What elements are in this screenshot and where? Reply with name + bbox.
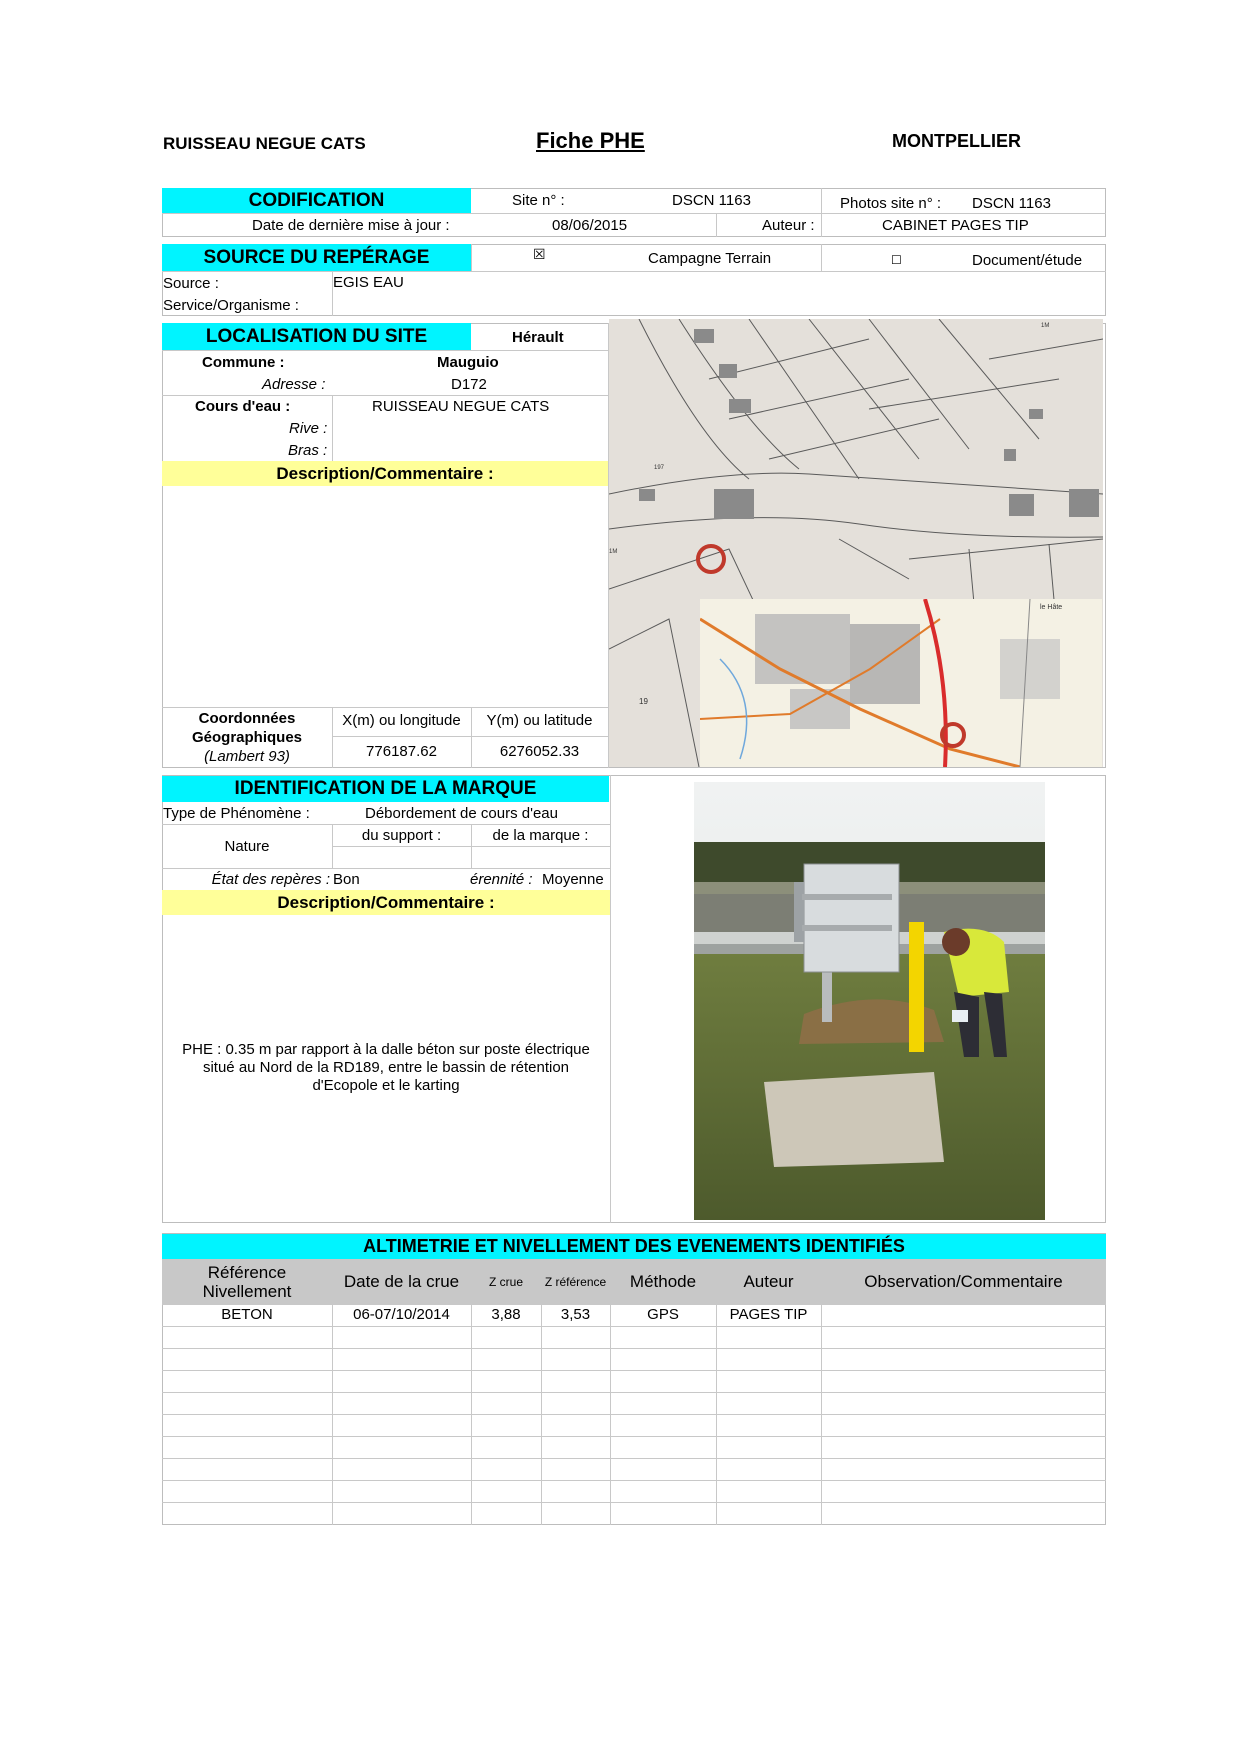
topo-inset-map: [700, 599, 1102, 767]
service-label: Service/Organisme :: [163, 297, 299, 314]
adresse-value: D172: [451, 376, 487, 393]
site-label: Site n° :: [512, 192, 565, 209]
map-parcel-label-4: 1M: [609, 549, 618, 555]
cours-eau-label: Cours d'eau :: [195, 398, 291, 415]
localisation-desc-title: Description/Commentaire :: [162, 461, 608, 486]
auteur-value: CABINET PAGES TIP: [882, 217, 1029, 234]
adresse-label: Adresse :: [262, 376, 326, 393]
col-header-reference: Référence Nivellement: [202, 1263, 292, 1301]
map-parcel-label-2: 1M: [1041, 323, 1050, 329]
photos-value: DSCN 1163: [972, 195, 1051, 212]
source-value: EGIS EAU: [333, 274, 404, 291]
etat-reperes-value: Bon: [333, 871, 360, 888]
identification-desc-title: Description/Commentaire :: [162, 890, 610, 915]
col-header-auteur: Auteur: [743, 1272, 794, 1291]
cell-reference: BETON: [221, 1306, 273, 1323]
document-etude-label: Document/étude: [972, 252, 1083, 269]
date-value: 08/06/2015: [552, 217, 628, 234]
cell-z-reference: 3,53: [560, 1306, 591, 1323]
cell-auteur: PAGES TIP: [729, 1306, 808, 1323]
campagne-checkbox[interactable]: ☒: [533, 246, 546, 262]
header-left: RUISSEAU NEGUE CATS: [163, 134, 366, 153]
map-parcel-label-1: 19: [639, 697, 648, 706]
type-phenomene-label: Type de Phénomène :: [163, 805, 310, 822]
codification-title: CODIFICATION: [162, 188, 471, 213]
col-header-observation: Observation/Commentaire: [864, 1272, 1063, 1291]
rive-label: Rive :: [289, 420, 328, 437]
type-phenomene-value: Débordement de cours d'eau: [365, 805, 558, 822]
coord-label-3: (Lambert 93): [204, 748, 290, 765]
source-label: Source :: [163, 275, 219, 292]
commune-value: Mauguio: [437, 354, 499, 371]
site-photo: [694, 782, 1045, 1220]
y-label: Y(m) ou latitude: [486, 712, 593, 729]
localisation-title: LOCALISATION DU SITE: [162, 323, 471, 350]
identification-comment: PHE : 0.35 m par rapport à la dalle béton sur poste électrique situé au Nord de la RD189, entre le bassin de rétention d'Ecopole et le karting: [182, 1041, 590, 1094]
nature-label: Nature: [224, 838, 270, 855]
perennite-value: Moyenne: [542, 871, 604, 888]
support-label: du support :: [361, 827, 442, 844]
auteur-label: Auteur :: [762, 217, 815, 234]
coord-label-2: Géographiques: [191, 729, 303, 746]
site-value: DSCN 1163: [672, 192, 751, 209]
cell-methode: GPS: [647, 1306, 679, 1323]
col-header-date: Date de la crue: [343, 1272, 460, 1291]
y-value: 6276052.33: [499, 743, 580, 760]
marque-label: de la marque :: [492, 827, 589, 844]
perennite-label: érennité :: [470, 871, 533, 888]
bras-label: Bras :: [288, 442, 328, 459]
coord-label-1: Coordonnées: [198, 710, 296, 727]
document-checkbox[interactable]: ☐: [891, 253, 902, 267]
map-town-label: le Hâte: [1040, 604, 1063, 611]
cell-z-crue: 3,88: [491, 1306, 521, 1323]
col-header-methode: Méthode: [629, 1272, 697, 1291]
identification-title: IDENTIFICATION DE LA MARQUE: [162, 776, 609, 802]
date-label: Date de dernière mise à jour :: [252, 217, 450, 234]
x-value: 776187.62: [366, 743, 437, 760]
map-parcel-label-3: 197: [654, 465, 665, 471]
campagne-terrain-label: Campagne Terrain: [648, 250, 772, 267]
col-header-z-crue: Z crue: [488, 1275, 523, 1289]
commune-label: Commune :: [202, 354, 285, 371]
cell-date: 06-07/10/2014: [353, 1306, 450, 1323]
header-right: MONTPELLIER: [892, 131, 1021, 151]
col-header-z-reference: Z référence: [544, 1275, 607, 1289]
photos-label: Photos site n° :: [840, 195, 942, 212]
source-title: SOURCE DU REPÉRAGE: [162, 244, 471, 271]
etat-reperes-label: État des repères :: [211, 871, 330, 888]
page-title: Fiche PHE: [536, 128, 645, 153]
altimetrie-title: ALTIMETRIE ET NIVELLEMENT DES EVENEMENTS IDENTIFIÉS: [162, 1234, 1106, 1259]
x-label: X(m) ou longitude: [342, 712, 461, 729]
departement: Hérault: [512, 329, 564, 346]
cours-eau-value: RUISSEAU NEGUE CATS: [372, 398, 550, 415]
